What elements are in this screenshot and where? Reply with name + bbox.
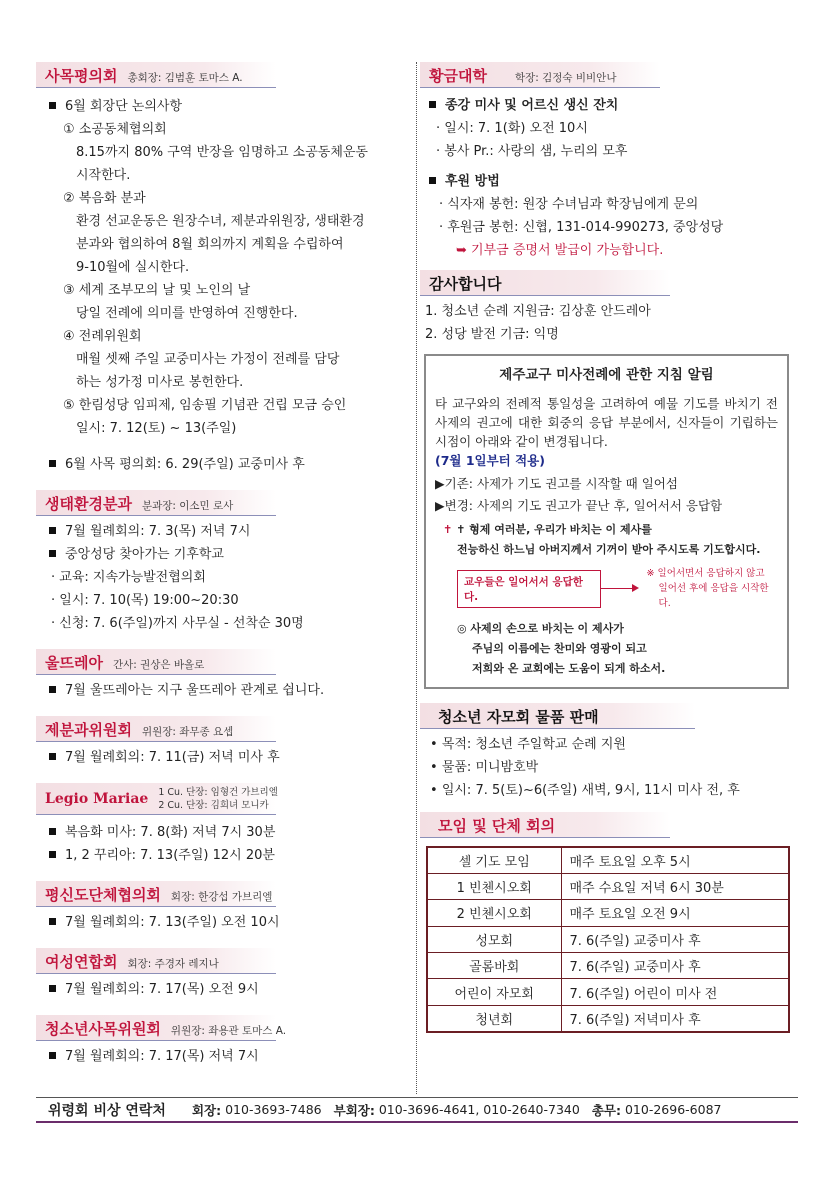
emergency-contact-footer	[36, 1097, 798, 1123]
square-bullet-icon	[429, 177, 436, 184]
list-item: ① 소공동체협의회	[63, 122, 167, 137]
section-subtitle: 간사: 권상은 바올로	[112, 659, 205, 671]
contact-label: 총무:	[591, 1102, 621, 1118]
table-row	[427, 900, 789, 926]
response-box: 교우들은 일어서서 응답한다.	[457, 570, 601, 608]
meeting-time: 매주 토요일 오후 5시	[561, 847, 789, 873]
square-bullet-icon	[49, 102, 56, 109]
section-title: 감사합니다	[429, 275, 502, 293]
section-title: 평신도단체협의회	[45, 886, 161, 904]
section-subtitle: 2 Cu. 단장: 김희녀 모니카	[158, 799, 269, 811]
section-header	[36, 881, 276, 907]
section-samok	[36, 62, 412, 476]
section-title: 청소년 자모회 물품 판매	[438, 708, 599, 726]
section-header	[36, 62, 276, 88]
section-title: 여성연합회	[45, 953, 118, 971]
list-item: 7월 월례회의: 7. 17(목) 오전 9시	[36, 978, 412, 1001]
section-youth	[36, 1015, 412, 1068]
section-subtitle: 총회장: 김범훈 토마스 A.	[127, 72, 243, 84]
list-item: · 일시: 7. 10(목) 19:00~20:30	[51, 593, 239, 608]
section-subtitle: 회장: 주경자 레지나	[127, 958, 219, 970]
list-item: 시작한다.	[76, 168, 131, 183]
section-header	[36, 716, 276, 742]
meeting-time: 매주 토요일 오전 9시	[561, 900, 789, 926]
list-item: 7월 울뜨레아는 지구 울뜨레아 관계로 쉽니다.	[36, 679, 412, 702]
list-item: 9-10월에 실시한다.	[76, 260, 190, 275]
section-title: 청소년사목위원회	[45, 1020, 161, 1038]
section-header	[420, 62, 660, 88]
section-title: 울뜨레아	[45, 654, 103, 672]
list-item: • 목적: 청소년 주일학교 순례 지원	[430, 737, 626, 752]
square-bullet-icon	[49, 527, 56, 534]
section-subtitle: 위원장: 좌용관 토마스 A.	[170, 1025, 287, 1037]
list-item: ② 복음화 분과	[63, 191, 146, 206]
liturgy-notice-box	[424, 354, 789, 689]
square-bullet-icon	[429, 101, 436, 108]
response-note: 일어선 후에 응답을 시작한다.	[658, 583, 769, 609]
contact-label: 부회장:	[333, 1102, 375, 1118]
section-subtitle: 학장: 김정숙 비비안나	[514, 72, 617, 84]
square-bullet-icon	[49, 460, 56, 467]
section-eco	[36, 490, 412, 635]
arrow-right-icon	[601, 588, 636, 589]
list-item: 7월 월례회의: 7. 17(목) 저녁 7시	[36, 1045, 412, 1068]
meeting-name: 어린이 자모회	[427, 979, 561, 1005]
notice-title: 제주교구 미사전례에 관한 지침 알림	[499, 367, 714, 383]
meeting-time: 매주 수요일 저녁 6시 30분	[561, 873, 789, 899]
meetings-table	[426, 846, 790, 1033]
list-item: • 물품: 미니밤호박	[430, 760, 539, 775]
section-header	[36, 490, 276, 516]
section-header	[420, 270, 670, 296]
notice-after: ▶변경: 사제의 기도 권고가 끝난 후, 일어서서 응답함	[435, 498, 723, 513]
contact-phone: 010-3696-4641, 010-2640-7340	[378, 1102, 580, 1117]
square-bullet-icon	[49, 686, 56, 693]
contact-phone: 010-3693-7486	[225, 1102, 322, 1117]
section-header	[36, 1015, 287, 1041]
square-bullet-icon	[49, 918, 56, 925]
cross-icon: ✝	[443, 523, 453, 536]
table-row	[427, 1005, 789, 1031]
section-header	[420, 812, 670, 838]
contact-label: 회장:	[191, 1102, 222, 1118]
meeting-name: 성모회	[427, 926, 561, 952]
list-item: 7월 월례회의: 7. 13(주일) 오전 10시	[36, 911, 412, 934]
list-item: · 봉사 Pr.: 사랑의 샘, 누리의 모후	[436, 144, 628, 159]
section-subtitle: 1 Cu. 단장: 임형건 가브리엘	[158, 786, 278, 798]
list-item: 2. 성당 발전 기금: 익명	[425, 327, 559, 342]
list-item: • 일시: 7. 5(토)~6(주일) 새벽, 9시, 11시 미사 전, 후	[430, 783, 740, 798]
section-subtitle: 위원장: 좌무종 요셉	[141, 726, 234, 738]
notice-paragraph: 타 교구와의 전례적 통일성을 고려하여 예물 기도를 바치기 전 사제의 권고에 대한 회중의 응답 부분에서, 신자들이 기립하는 시점이 아래와 같이 변경됩니다.	[435, 396, 778, 449]
list-item: 7월 월례회의: 7. 11(금) 저녁 미사 후	[36, 746, 412, 769]
list-item: · 후원금 봉헌: 신협, 131-014-990273, 중앙성당	[439, 220, 724, 235]
meeting-time: 7. 6(주일) 교중미사 후	[561, 953, 789, 979]
list-item: 8.15까지 80% 구역 반장을 임명하고 소공동체운동	[76, 145, 368, 160]
notice-before: ▶기존: 사제가 기도 권고를 시작할 때 일어섬	[435, 476, 678, 491]
section-title: 제분과위원회	[45, 721, 132, 739]
list-item: 당일 전례에 의미를 반영하여 진행한다.	[76, 306, 298, 321]
section-header	[36, 649, 276, 675]
footer-title: 위령회 비상 연락처	[48, 1102, 166, 1119]
meeting-name: 골롬바회	[427, 953, 561, 979]
table-row	[427, 873, 789, 899]
square-bullet-icon	[49, 550, 56, 557]
table-row	[427, 953, 789, 979]
section-pyeongsindo	[36, 881, 412, 934]
response-note: ※ 일어서면서 응답하지 않고	[646, 568, 765, 579]
section-subtitle: 회장: 한강섭 가브리엘	[170, 891, 273, 903]
donation-receipt-note: ➥ 기부금 증명서 발급이 가능합니다.	[456, 243, 664, 258]
meeting-name: 셀 기도 모임	[427, 847, 561, 873]
square-bullet-icon	[49, 1052, 56, 1059]
list-item: · 일시: 7. 1(화) 오전 10시	[436, 121, 588, 136]
list-item: 환경 선교운동은 원장수녀, 제분과위원장, 생태환경	[76, 214, 365, 229]
list-item: 6월 사목 평의회: 6. 29(주일) 교중미사 후	[36, 453, 412, 476]
section-ultreya	[36, 649, 412, 702]
list-item: 복음화 미사: 7. 8(화) 저녁 7시 30분	[36, 821, 412, 844]
meeting-time: 7. 6(주일) 어린이 미사 전	[561, 979, 789, 1005]
list-item: 분과와 협의하여 8월 회의까지 계획을 수립하여	[76, 237, 344, 252]
list-item: 1, 2 꾸리아: 7. 13(주일) 12시 20분	[36, 844, 412, 867]
meeting-name: 청년회	[427, 1005, 561, 1031]
section-meetings	[420, 812, 792, 1033]
meeting-time: 7. 6(주일) 교중미사 후	[561, 926, 789, 952]
section-title: Legio Mariae	[45, 790, 149, 807]
section-thanks	[420, 270, 792, 346]
section-title: 황금대학	[429, 67, 487, 85]
people-response-line: 저희와 온 교회에는 도움이 되게 하소서.	[472, 662, 666, 675]
section-header	[36, 948, 276, 974]
section-header	[420, 703, 695, 729]
table-row	[427, 926, 789, 952]
list-item: ⑤ 한림성당 임피제, 임송필 기념관 건립 모금 승인	[63, 398, 347, 413]
list-item: ③ 세계 조부모의 날 및 노인의 날	[63, 283, 251, 298]
square-bullet-icon	[49, 851, 56, 858]
meeting-name: 2 빈첸시오회	[427, 900, 561, 926]
section-title: 모임 및 단체 회의	[438, 817, 556, 835]
contact-phone: 010-2696-6087	[624, 1102, 722, 1117]
list-item: 매월 셋째 주일 교중미사는 가정이 전례를 담당	[76, 352, 340, 367]
list-item: 7월 월례회의: 7. 3(목) 저녁 7시	[36, 520, 412, 543]
people-response-line: 주님의 이름에는 찬미와 영광이 되고	[472, 642, 647, 655]
list-item: 1. 청소년 순례 지원금: 김상훈 안드레아	[425, 304, 651, 319]
square-bullet-icon	[49, 985, 56, 992]
square-bullet-icon	[49, 828, 56, 835]
section-legio	[36, 783, 412, 867]
list-item: 하는 성가정 미사로 봉헌한다.	[76, 375, 244, 390]
left-column	[36, 62, 412, 1082]
priest-prayer-line: 전능하신 하느님 아버지께서 기꺼이 받아 주시도록 기도합시다.	[457, 543, 761, 556]
column-divider	[416, 62, 417, 1094]
table-row	[427, 979, 789, 1005]
meeting-name: 1 빈첸시오회	[427, 873, 561, 899]
section-youth-sale	[420, 703, 792, 802]
response-instruction	[435, 566, 778, 611]
list-item: 6월 회장단 논의사항	[36, 95, 412, 118]
square-bullet-icon	[49, 753, 56, 760]
section-title: 생태환경분과	[45, 495, 132, 513]
section-title: 사목평의회	[45, 67, 118, 85]
list-item: 중앙성당 찾아가는 기후학교	[36, 543, 412, 566]
meeting-time: 7. 6(주일) 저녁미사 후	[561, 1005, 789, 1031]
right-column	[420, 62, 792, 1047]
table-row	[427, 847, 789, 873]
section-women	[36, 948, 412, 1001]
list-item: · 신청: 7. 6(주일)까지 사무실 - 선착순 30명	[51, 616, 304, 631]
priest-prayer-line: ✝ ✝ 형제 여러분, 우리가 바치는 이 제사를	[443, 523, 652, 536]
list-item: 일시: 7. 12(토) ~ 13(주일)	[76, 421, 237, 436]
list-heading: 종강 미사 및 어르신 생신 잔치	[420, 94, 792, 117]
section-header	[36, 783, 276, 815]
section-jebun	[36, 716, 412, 769]
list-item: · 식자재 봉헌: 원장 수녀님과 학장님에게 문의	[439, 197, 699, 212]
list-item: · 교육: 지속가능발전협의회	[51, 570, 206, 585]
notice-effective-date: (7월 1일부터 적용)	[435, 453, 545, 468]
list-heading: 후원 방법	[420, 170, 792, 193]
people-response-line: ◎ 사제의 손으로 바치는 이 제사가	[457, 622, 624, 635]
list-item: ④ 전례위원회	[63, 329, 142, 344]
section-golden-university	[420, 62, 792, 262]
section-subtitle: 분과장: 이소민 로사	[141, 500, 234, 512]
